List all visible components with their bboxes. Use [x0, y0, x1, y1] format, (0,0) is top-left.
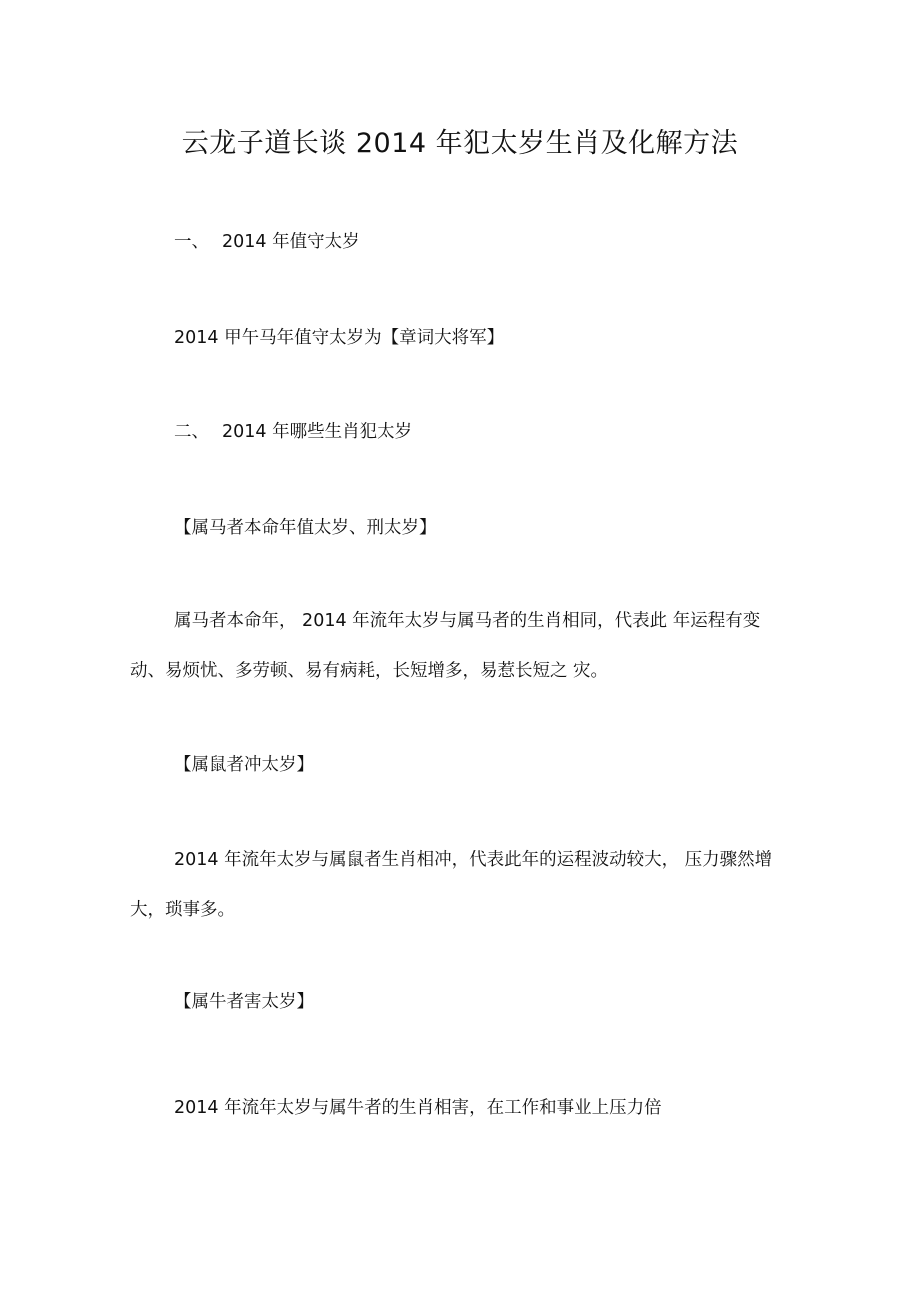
section-heading-2 [174, 420, 412, 444]
paragraph-horse [130, 596, 790, 696]
section-marker-2: 二、 [174, 422, 209, 442]
subheading-horse: 【属马者本命年值太岁、刑太岁】 [174, 518, 437, 538]
paragraph-ox: 2014 年流年太岁与属牛者的生肖相害，在工作和事业上压力倍 [174, 1098, 662, 1118]
section-heading-1 [174, 230, 360, 254]
paragraph-rat [130, 835, 790, 935]
subheading-ox: 【属牛者害太岁】 [174, 992, 314, 1012]
paragraph-horse-text: 属马者本命年， 2014 年流年太岁与属马者的生肖相同，代表此 年运程有变动、易烦忧、多劳顿、易有病耗，长短增多，易惹长短之 灾。 [130, 611, 761, 681]
section-marker-1: 一、 [174, 232, 209, 252]
subheading-rat: 【属鼠者冲太岁】 [174, 755, 314, 775]
document-title: 云龙子道长谈 2014 年犯太岁生肖及化解方法 [181, 128, 739, 159]
section-heading-2-text: 2014 年哪些生肖犯太岁 [222, 422, 413, 442]
section-heading-1-text: 2014 年值守太岁 [222, 232, 360, 252]
paragraph-guardian: 2014 甲午马年值守太岁为【章词大将军】 [174, 328, 505, 348]
paragraph-rat-text: 2014 年流年太岁与属鼠者生肖相冲，代表此年的运程波动较大， 压力骤然增大，琐事多。 [130, 850, 773, 920]
